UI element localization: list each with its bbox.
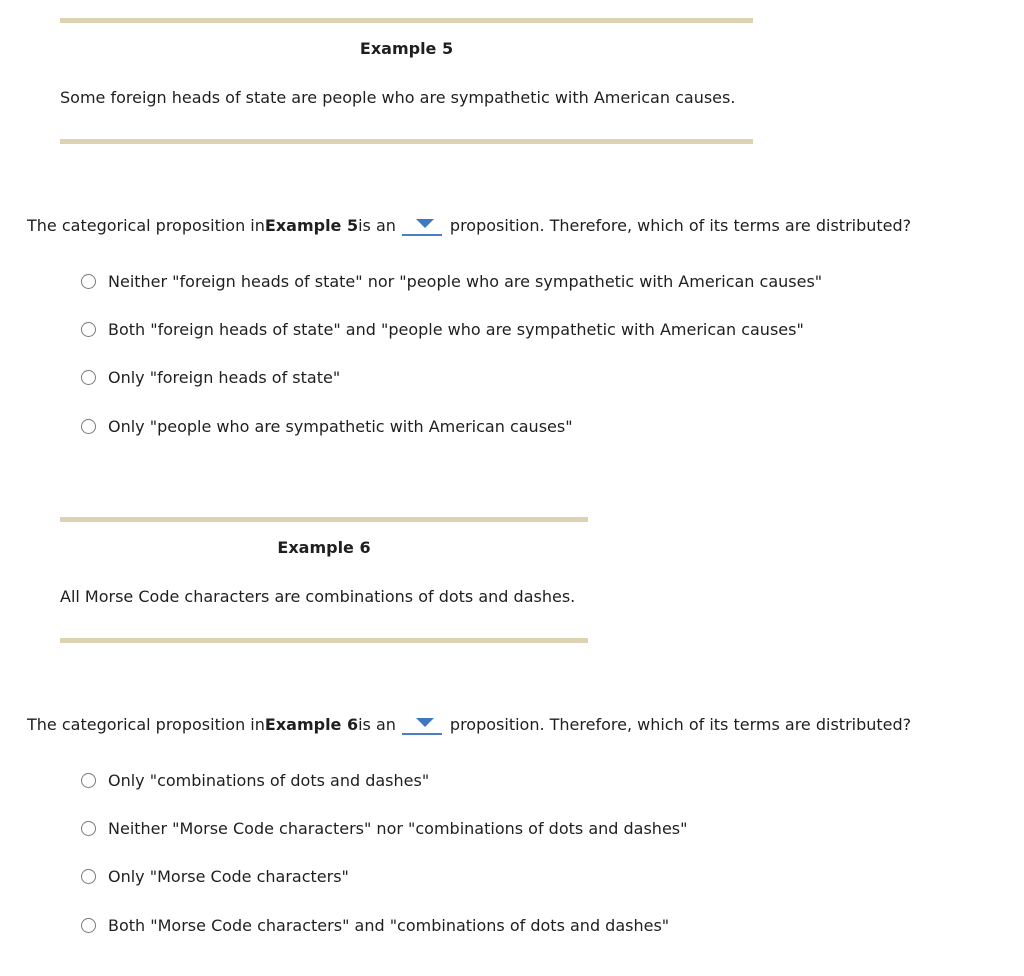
question-5-prefix: The categorical proposition in xyxy=(27,215,265,235)
example-5-bottom-rule xyxy=(60,139,753,144)
example-5-text: Some foreign heads of state are people who are sympathetic with American causes. xyxy=(60,88,736,107)
question-6-option-4[interactable] xyxy=(81,916,669,935)
question-5-option-3[interactable] xyxy=(81,368,340,387)
example-6-top-rule xyxy=(60,517,588,522)
question-5-example-ref: Example 5 xyxy=(264,215,359,235)
question-5 xyxy=(27,214,911,236)
question-6-option-1[interactable] xyxy=(81,771,429,790)
question-6-option-3[interactable] xyxy=(81,867,349,886)
radio-button[interactable] xyxy=(81,869,96,884)
example-6-text: All Morse Code characters are combinations of dots and dashes. xyxy=(60,587,576,606)
example-6-title: Example 6 xyxy=(277,538,371,557)
chevron-down-icon xyxy=(416,219,434,228)
question-6 xyxy=(27,713,911,735)
example-6-box xyxy=(60,517,588,645)
option-label: Only "foreign heads of state" xyxy=(108,368,341,387)
question-5-mid: is an xyxy=(358,215,396,235)
radio-button[interactable] xyxy=(81,322,96,337)
example-5-top-rule xyxy=(60,18,753,23)
question-5-suffix: proposition. Therefore, which of its terms are distributed? xyxy=(449,215,912,235)
question-6-example-ref: Example 6 xyxy=(264,714,359,734)
option-label: Both "foreign heads of state" and "people who are sympathetic with American causes" xyxy=(108,320,804,339)
option-label: Neither "Morse Code characters" nor "combinations of dots and dashes" xyxy=(108,819,688,838)
question-5-proposition-dropdown[interactable] xyxy=(402,214,442,236)
example-5-box xyxy=(60,18,753,146)
question-5-option-2[interactable] xyxy=(81,320,804,339)
option-label: Only "people who are sympathetic with American causes" xyxy=(108,417,573,436)
option-label: Both "Morse Code characters" and "combinations of dots and dashes" xyxy=(108,916,670,935)
radio-button[interactable] xyxy=(81,274,96,289)
option-label: Only "combinations of dots and dashes" xyxy=(108,771,430,790)
question-5-option-1[interactable] xyxy=(81,272,822,291)
chevron-down-icon xyxy=(416,718,434,727)
question-6-suffix: proposition. Therefore, which of its terms are distributed? xyxy=(449,714,912,734)
radio-button[interactable] xyxy=(81,821,96,836)
option-label: Neither "foreign heads of state" nor "people who are sympathetic with American causes" xyxy=(108,272,823,291)
radio-button[interactable] xyxy=(81,773,96,788)
radio-button[interactable] xyxy=(81,370,96,385)
option-label: Only "Morse Code characters" xyxy=(108,867,349,886)
question-5-option-4[interactable] xyxy=(81,417,573,436)
question-6-option-2[interactable] xyxy=(81,819,687,838)
example-6-bottom-rule xyxy=(60,638,588,643)
example-5-title: Example 5 xyxy=(359,39,454,58)
question-6-proposition-dropdown[interactable] xyxy=(402,713,442,735)
question-6-mid: is an xyxy=(358,714,396,734)
radio-button[interactable] xyxy=(81,918,96,933)
question-6-prefix: The categorical proposition in xyxy=(27,714,265,734)
radio-button[interactable] xyxy=(81,419,96,434)
